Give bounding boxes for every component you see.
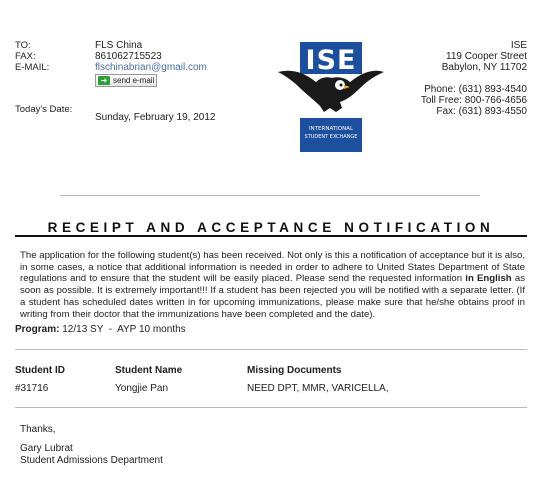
fax-value: 861062715523 <box>95 51 162 62</box>
table-divider <box>15 407 527 408</box>
fax-label: FAX: <box>15 51 36 62</box>
sender-toll-free: Toll Free: 800-766-4656 <box>420 95 527 106</box>
col-header-student-id: Student ID <box>15 365 65 376</box>
sender-phone: Phone: (631) 893-4540 <box>424 84 527 95</box>
email-label: E-MAIL: <box>15 62 50 73</box>
program-label: Program: <box>15 324 60 335</box>
col-header-missing-docs: Missing Documents <box>247 365 342 376</box>
program-divider <box>15 349 527 350</box>
logo-brand-text: ISE <box>305 45 357 76</box>
ise-logo-graphic <box>276 38 386 154</box>
missing-docs-cell: NEED DPT, MMR, VARICELLA, <box>247 383 389 394</box>
title-underline <box>15 235 527 237</box>
paragraph-part1: The application for the following student(s) has been received. Not only is this a notification of acceptance but it is also, in some cases, a notice that additional information is needed in order to adhere to United States Department of State regulations and to ensure that the student will be easily placed. Please send the requested information <box>20 250 525 285</box>
to-label: TO: <box>15 40 31 51</box>
ise-logo <box>276 38 386 154</box>
closing-department: Student Admissions Department <box>20 455 163 466</box>
logo-line1: INTERNATIONAL <box>308 126 354 132</box>
date-label: Today's Date: <box>15 104 73 115</box>
program-value: 12/13 SY - AYP 10 months <box>62 324 186 335</box>
sender-name: ISE <box>510 40 527 51</box>
page-title: RECEIPT AND ACCEPTANCE NOTIFICATION <box>47 220 495 235</box>
col-header-student-name: Student Name <box>115 365 183 376</box>
sender-fax: Fax: (631) 893-4550 <box>436 106 527 117</box>
send-email-button[interactable] <box>95 74 157 87</box>
closing-thanks: Thanks, <box>20 424 56 435</box>
arrow-right-icon: ➔ <box>98 76 110 85</box>
closing-signer: Gary Lubrat <box>20 443 73 454</box>
email-value[interactable]: flschinabrian@gmail.com <box>95 62 207 73</box>
header-divider <box>60 195 480 196</box>
date-value: Sunday, February 19, 2012 <box>95 112 216 123</box>
logo-line2: STUDENT EXCHANGE <box>304 134 358 140</box>
sender-address2: Babylon, NY 11702 <box>441 62 527 73</box>
student-id-cell: #31716 <box>15 383 49 394</box>
student-name-cell: Yongjie Pan <box>115 383 169 394</box>
paragraph-part2: as soon as possible. It is extremely important!!! If a student has been rejected you will be notified with a separate letter. (If a student has scheduled dates written in for upcoming immunizations, please make sure that he/she obtains proof in writing from their doctor that the immunizations have been completed and the date). <box>20 273 525 320</box>
sender-address1: 119 Cooper Street <box>446 51 527 62</box>
notification-paragraph <box>20 250 525 320</box>
paragraph-emphasis: in English <box>465 273 512 285</box>
to-value: FLS China <box>95 40 143 51</box>
send-email-label: send e-mail <box>113 76 155 85</box>
program-line <box>15 324 186 335</box>
